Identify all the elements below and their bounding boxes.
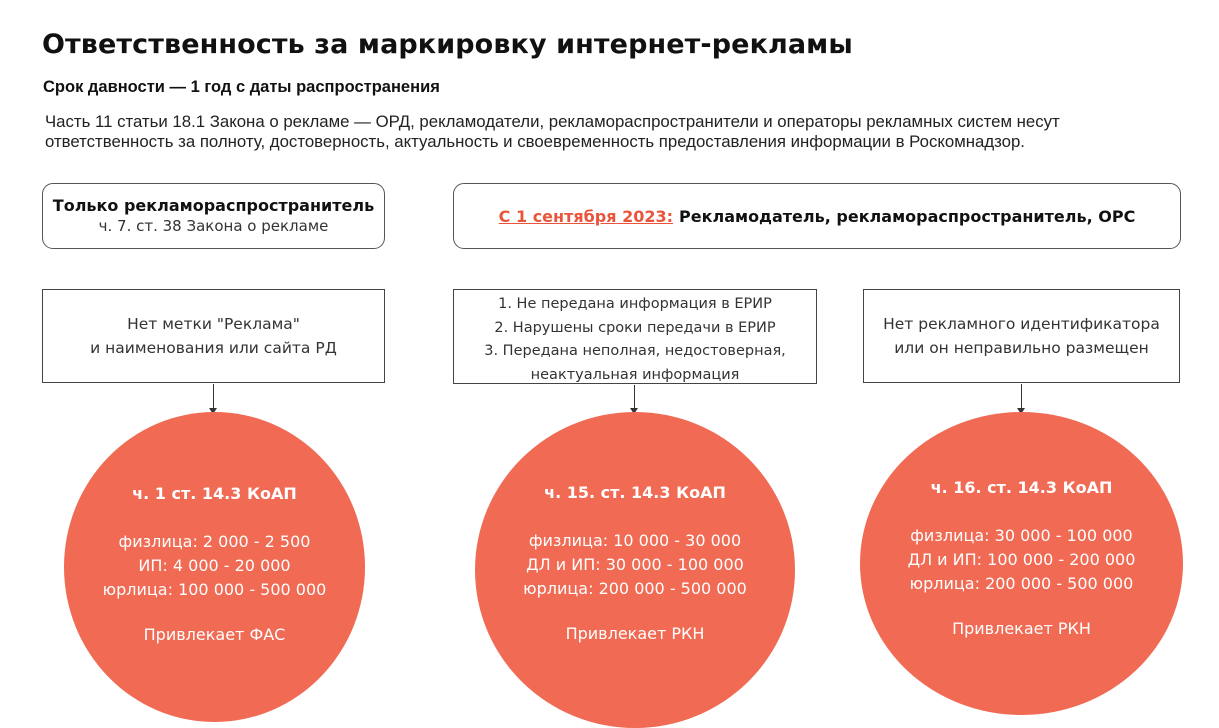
penalty-3-authority: Привлекает РКН	[952, 619, 1091, 638]
penalty-2-fine-individuals: физлица: 10 000 - 30 000	[528, 531, 742, 550]
penalty-circle-rkn-erir	[475, 412, 795, 728]
violation-1-line-1: Нет метки "Реклама"	[127, 315, 300, 333]
violation-3-line-2: или он неправильно размещен	[894, 339, 1149, 357]
penalty-1-fine-legal: юрлица: 100 000 - 500 000	[102, 580, 327, 599]
violation-2-line-1: 1. Не передана информация в ЕРИР	[498, 296, 772, 312]
scope-box-distributor-only	[42, 183, 385, 249]
page-title: Ответственность за маркировку интернет-рекламы	[42, 29, 853, 60]
scope-box-from-september-2023	[453, 183, 1181, 249]
violation-2-line-3: 3. Передана неполная, недостоверная,	[484, 343, 786, 359]
scope-left-law-ref: ч. 7. ст. 38 Закона о рекламе	[98, 217, 329, 235]
penalty-2-code: ч. 15. ст. 14.3 КоАП	[544, 483, 726, 502]
scope-right-date: С 1 сентября 2023:	[498, 206, 674, 226]
arrow-down-icon	[213, 384, 214, 413]
penalty-3-fine-officials: ДЛ и ИП: 100 000 - 200 000	[907, 550, 1136, 569]
violation-1-line-2: и наименования или сайта РД	[90, 339, 337, 357]
violation-box-no-label	[42, 289, 385, 383]
violation-2-line-2: 2. Нарушены сроки передачи в ЕРИР	[494, 319, 776, 336]
violation-box-no-identifier	[863, 289, 1180, 383]
violation-2-line-4: неактуальная информация	[530, 366, 740, 383]
intro-paragraph: Часть 11 статьи 18.1 Закона о рекламе — ОРД, рекламодатели, рекламораспространители и операторы рекламных систем несут ответственность за полноту, достоверность, актуальность и своевременность предоставления информации в Роскомнадзор.	[45, 112, 1060, 151]
scope-right-text: Рекламодатель, рекламораспространитель, ОРС	[679, 206, 1136, 226]
penalty-circle-fas	[64, 412, 365, 722]
penalty-2-fine-legal: юрлица: 200 000 - 500 000	[523, 579, 747, 598]
penalty-1-code: ч. 1 ст. 14.3 КоАП	[132, 484, 297, 503]
penalty-3-code: ч. 16. ст. 14.3 КоАП	[930, 478, 1113, 497]
violation-3-line-1: Нет рекламного идентификатора	[883, 315, 1160, 333]
penalty-3-fine-legal: юрлица: 200 000 - 500 000	[909, 574, 1134, 593]
penalty-circle-rkn-identifier	[860, 412, 1183, 715]
penalty-2-authority: Привлекает РКН	[565, 624, 705, 643]
scope-left-title: Только рекламораспространитель	[52, 196, 375, 215]
arrow-down-icon	[1021, 384, 1022, 413]
arrow-down-icon	[634, 385, 635, 413]
penalty-1-fine-ie: ИП: 4 000 - 20 000	[138, 556, 291, 575]
penalty-1-authority: Привлекает ФАС	[143, 625, 286, 644]
violation-box-erir	[453, 289, 817, 384]
penalty-2-fine-officials: ДЛ и ИП: 30 000 - 100 000	[526, 555, 744, 574]
penalty-3-fine-individuals: физлица: 30 000 - 100 000	[910, 526, 1133, 545]
limitation-subtitle: Срок давности — 1 год с даты распространения	[43, 78, 440, 96]
penalty-1-fine-individuals: физлица: 2 000 - 2 500	[118, 532, 311, 551]
